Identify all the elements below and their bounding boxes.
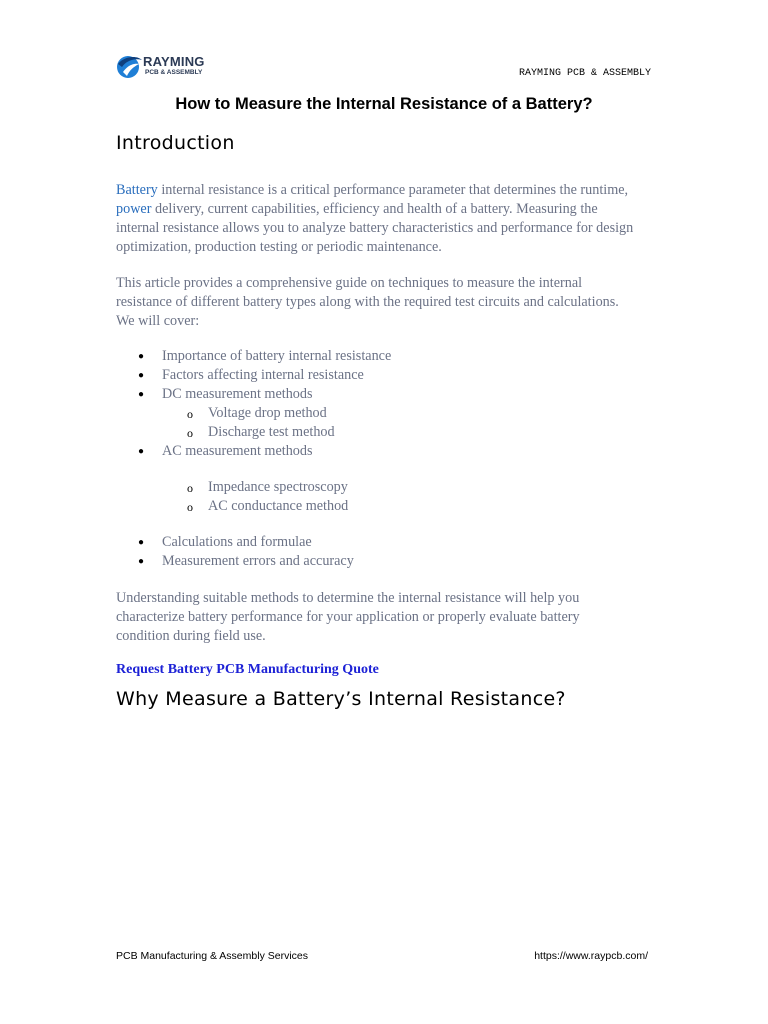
request-quote-link[interactable]: Request Battery PCB Manufacturing Quote: [116, 662, 379, 677]
intro-paragraph-1-text-b: delivery, current capabilities, efficiency and health of a battery. Measuring the internal resistance allows you to analyze battery characteristics and performance for design optimization, production testing or periodic maintenance.: [116, 200, 634, 255]
logo-subtitle: PCB & ASSEMBLY: [145, 69, 203, 76]
footer-url[interactable]: https://www.raypcb.com/: [534, 950, 648, 962]
list-item: Importance of battery internal resistance: [162, 348, 392, 364]
list-item: Factors affecting internal resistance: [162, 367, 364, 383]
sublist-marker: o: [187, 481, 193, 495]
document-title: How to Measure the Internal Resistance of a Battery?: [175, 95, 593, 113]
list-item: Calculations and formulae: [162, 534, 312, 550]
sublist-marker: o: [187, 407, 193, 421]
battery-link[interactable]: Battery: [116, 182, 158, 198]
list-bullet: ●: [138, 556, 145, 567]
intro-paragraph-1-text-a: internal resistance is a critical performance parameter that determines the runtime,: [157, 182, 629, 198]
power-link[interactable]: power: [116, 200, 152, 217]
sublist-item: Voltage drop method: [208, 405, 327, 421]
intro-paragraph-1: [116, 181, 636, 257]
introduction-heading: Introduction: [116, 132, 235, 154]
header-company-name: RAYMING PCB & ASSEMBLY: [518, 68, 651, 79]
list-item: AC measurement methods: [162, 443, 313, 459]
intro-paragraph-2: This article provides a comprehensive guide on techniques to measure the internal resistance of different battery types along with the required test circuits and calculations. We will cover:: [116, 275, 619, 329]
list-bullet: ●: [138, 351, 145, 362]
sublist-item: AC conductance method: [208, 498, 349, 514]
sublist-marker: o: [187, 426, 193, 440]
footer-services: PCB Manufacturing & Assembly Services: [116, 950, 308, 962]
list-bullet: ●: [138, 389, 145, 400]
list-bullet: ●: [138, 446, 145, 457]
list-bullet: ●: [138, 537, 145, 548]
list-item: DC measurement methods: [162, 386, 313, 402]
rayming-logo-icon: [115, 52, 143, 80]
list-bullet: ●: [138, 370, 145, 381]
why-measure-heading: Why Measure a Battery’s Internal Resistance?: [116, 688, 566, 710]
logo-name: RAYMING: [143, 54, 205, 69]
sublist-item: Impedance spectroscopy: [208, 479, 348, 495]
sublist-marker: o: [187, 500, 193, 514]
list-item: Measurement errors and accuracy: [162, 553, 354, 569]
rayming-logo: [115, 50, 225, 82]
intro-paragraph-3: Understanding suitable methods to determine the internal resistance will help you characterize battery performance for your application or properly evaluate battery condition during field use.: [116, 590, 580, 644]
sublist-item: Discharge test method: [208, 424, 335, 440]
